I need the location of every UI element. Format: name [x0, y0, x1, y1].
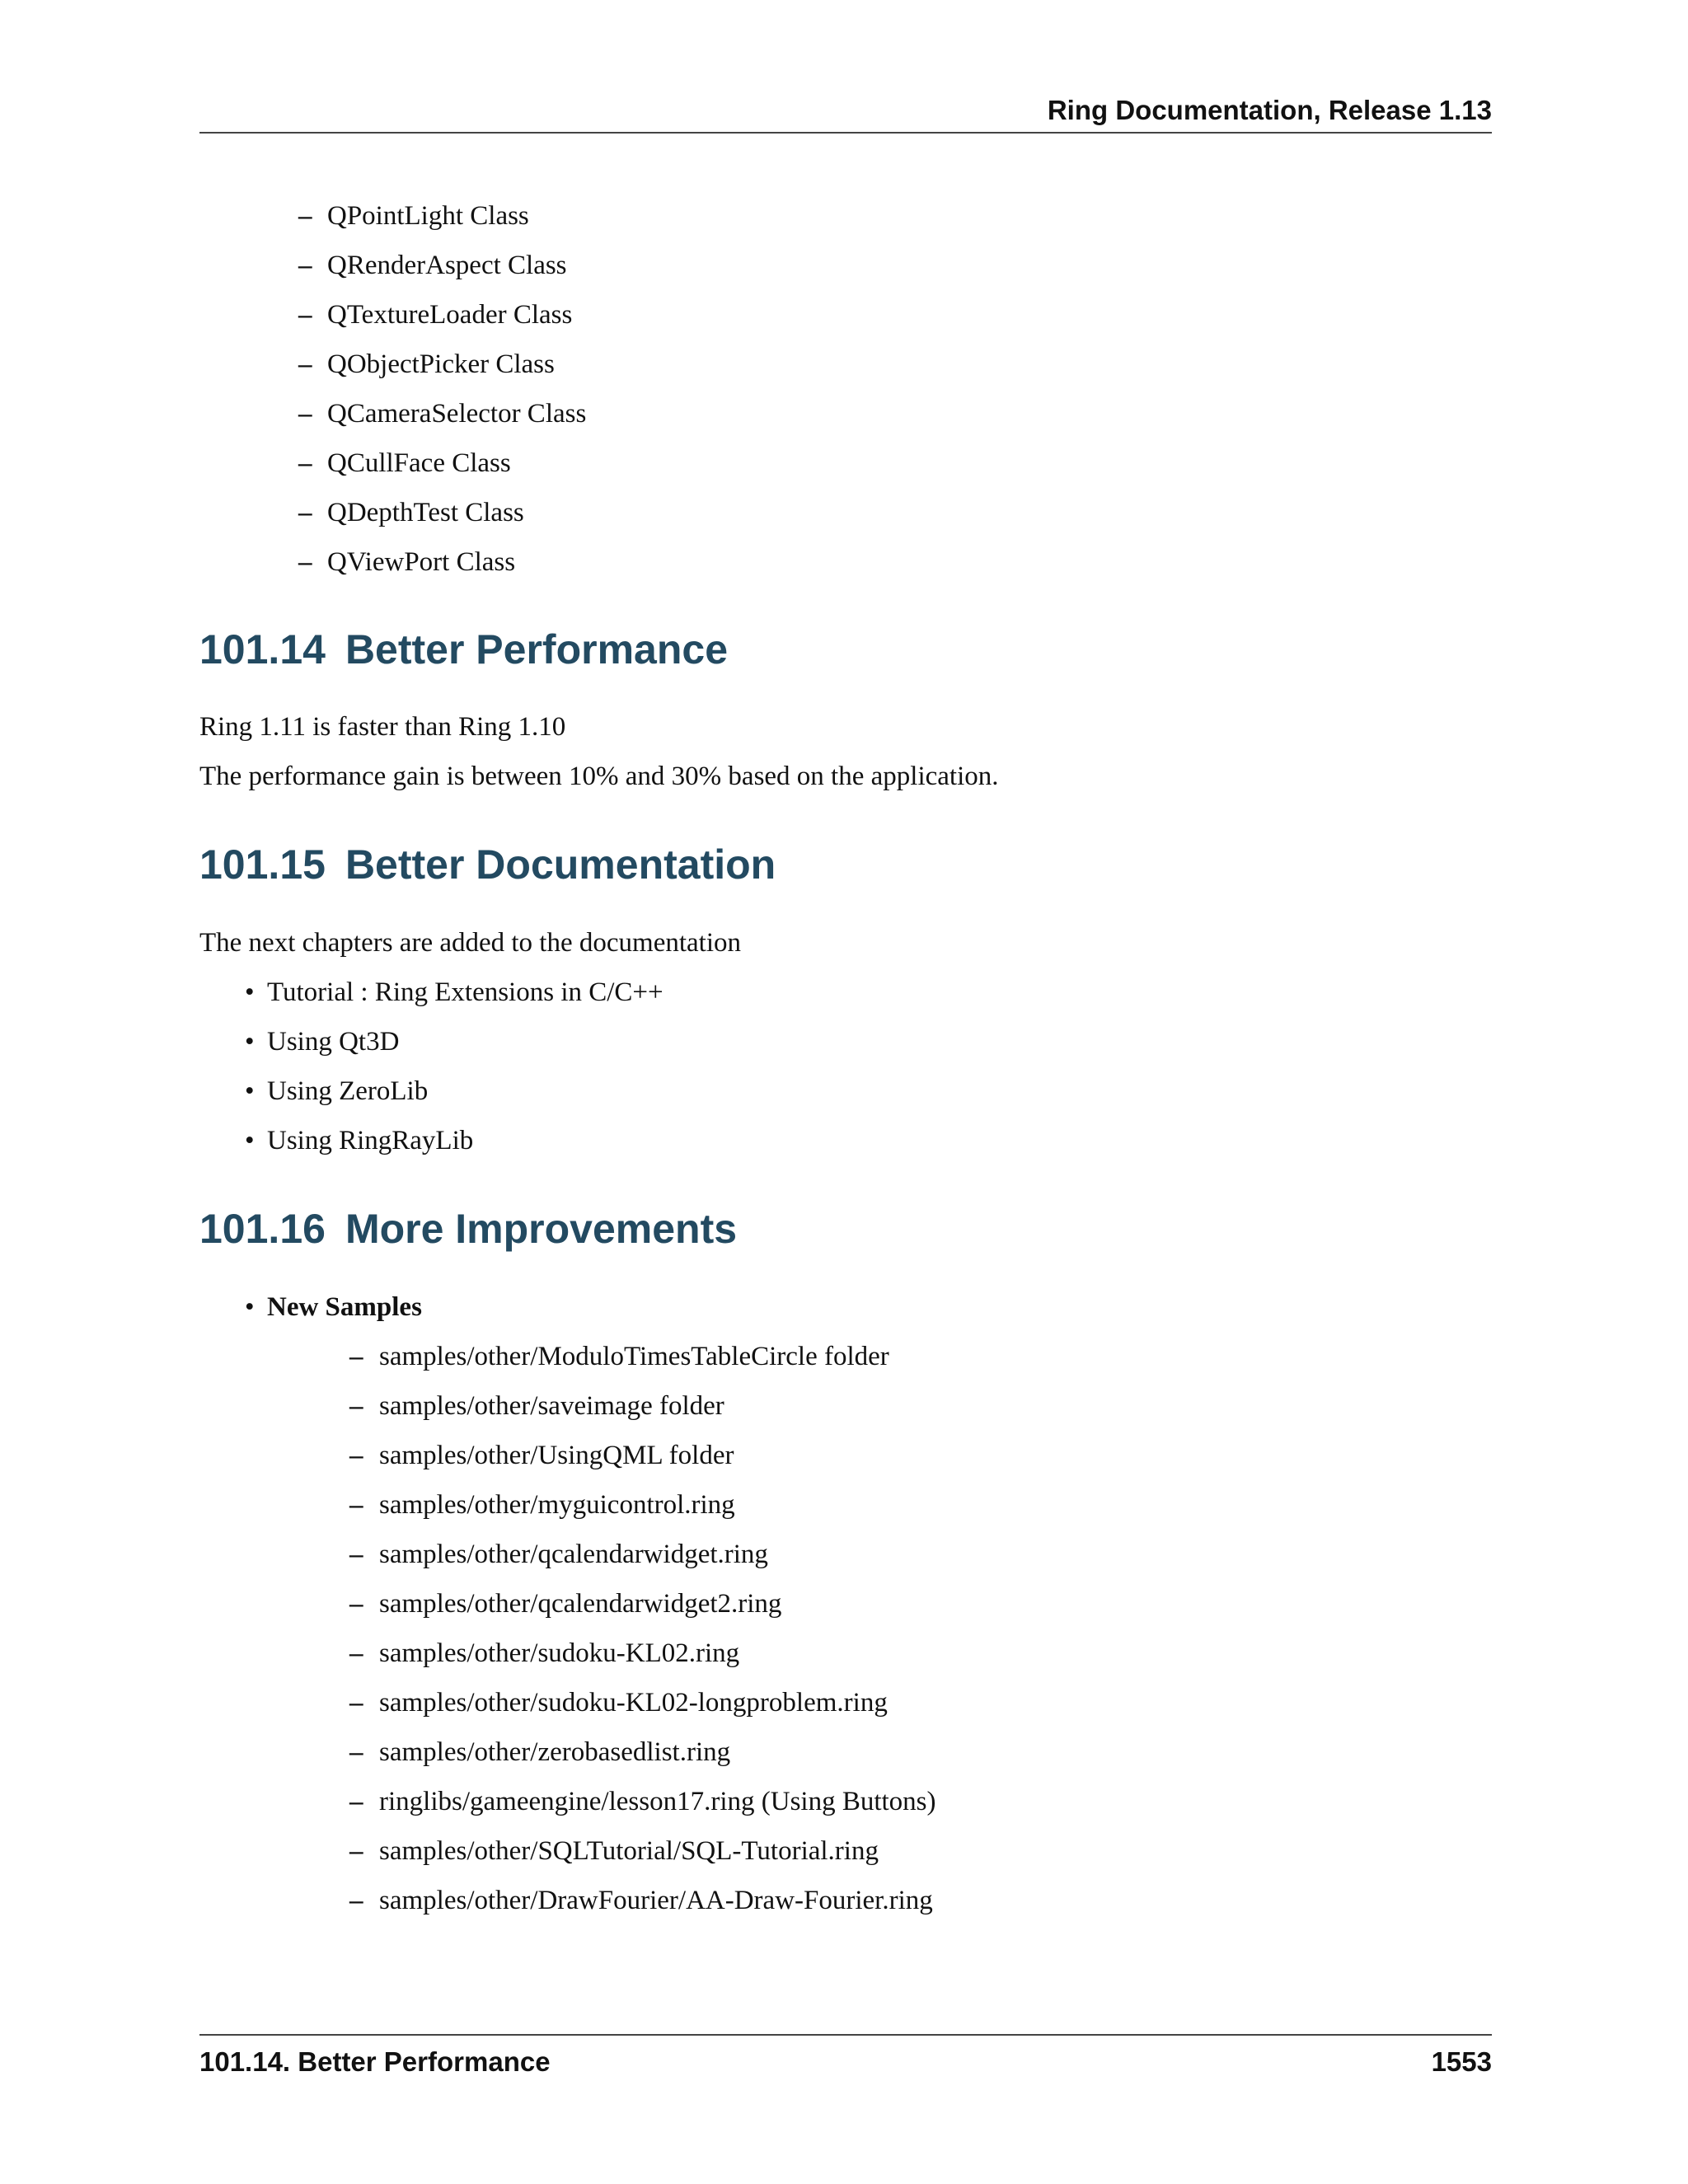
dash-marker: –	[349, 1836, 363, 1866]
list-item	[199, 1332, 1492, 1381]
dash-marker: –	[349, 1342, 363, 1371]
list-item	[199, 1579, 1492, 1629]
bullet-marker: •	[245, 1126, 255, 1155]
section-heading-more-improvements	[199, 1204, 1492, 1254]
section-title: Better Documentation	[345, 841, 776, 888]
list-item-text: samples/other/zerobasedlist.ring	[379, 1737, 731, 1767]
qt3d-class-list	[199, 191, 1492, 587]
bullet-marker: •	[245, 1292, 255, 1322]
list-item	[199, 488, 1492, 537]
list-item-text: QCullFace Class	[327, 448, 511, 478]
list-item-text: samples/other/myguicontrol.ring	[379, 1490, 735, 1520]
list-item	[199, 537, 1492, 587]
list-item-text: samples/other/sudoku-KL02.ring	[379, 1638, 740, 1668]
paragraph: The performance gain is between 10% and 30% based on the application.	[199, 762, 999, 791]
section-number: 101.14	[199, 626, 326, 673]
paragraph: The next chapters are added to the documentation	[199, 928, 741, 958]
dash-marker: –	[298, 201, 312, 231]
list-item	[199, 389, 1492, 438]
list-item	[199, 1017, 1492, 1066]
list-item	[199, 438, 1492, 488]
dash-marker: –	[349, 1638, 363, 1668]
list-item-text: Using RingRayLib	[267, 1126, 474, 1155]
running-header	[199, 92, 1492, 134]
section-heading-better-performance	[199, 625, 1492, 674]
list-item-text: samples/other/qcalendarwidget2.ring	[379, 1589, 782, 1619]
document-title: Ring Documentation, Release 1.13	[1047, 95, 1492, 125]
list-item-text: samples/other/SQLTutorial/SQL-Tutorial.ring	[379, 1836, 879, 1866]
list-item	[199, 1282, 1492, 1332]
list-item	[199, 1876, 1492, 1925]
list-item-text: QDepthTest Class	[327, 498, 524, 527]
dash-marker: –	[349, 1886, 363, 1915]
list-item	[199, 1480, 1492, 1530]
running-footer	[199, 2034, 1492, 2080]
section-number: 101.15	[199, 841, 326, 888]
dash-marker: –	[349, 1391, 363, 1421]
chapter-list	[199, 968, 1492, 1165]
list-item-text: samples/other/saveimage folder	[379, 1391, 724, 1421]
dash-marker: –	[298, 448, 312, 478]
list-item	[199, 290, 1492, 340]
list-item	[199, 1530, 1492, 1579]
section-title: More Improvements	[345, 1206, 738, 1252]
list-item	[199, 191, 1492, 241]
list-item	[199, 1629, 1492, 1678]
list-item-text: samples/other/ModuloTimesTableCircle folder	[379, 1342, 889, 1371]
section-heading-better-documentation	[199, 840, 1492, 889]
dash-marker: –	[349, 1540, 363, 1569]
list-item-text: QObjectPicker Class	[327, 349, 555, 379]
list-item	[199, 1116, 1492, 1165]
list-item-text: samples/other/DrawFourier/AA-Draw-Fourier.ring	[379, 1886, 933, 1915]
list-item	[199, 1777, 1492, 1826]
bullet-marker: •	[245, 1076, 255, 1106]
list-item-text: ringlibs/gameengine/lesson17.ring (Using Buttons)	[379, 1787, 936, 1816]
list-item	[199, 1678, 1492, 1727]
list-item-text: Using ZeroLib	[267, 1076, 429, 1106]
list-item	[199, 340, 1492, 389]
dash-marker: –	[298, 498, 312, 527]
dash-marker: –	[298, 251, 312, 280]
list-item-text: QTextureLoader Class	[327, 300, 573, 330]
list-item-text: Tutorial : Ring Extensions in C/C++	[267, 977, 663, 1007]
list-item	[199, 968, 1492, 1017]
dash-marker: –	[349, 1688, 363, 1718]
section-body-documentation	[199, 918, 1492, 1165]
list-item-text: samples/other/UsingQML folder	[379, 1441, 734, 1470]
dash-marker: –	[349, 1490, 363, 1520]
list-item	[199, 1826, 1492, 1876]
bullet-marker: •	[245, 1027, 255, 1057]
dash-marker: –	[349, 1787, 363, 1816]
list-item-text: Using Qt3D	[267, 1027, 400, 1057]
dash-marker: –	[349, 1441, 363, 1470]
improvements-list	[199, 1282, 1492, 1332]
dash-marker: –	[349, 1737, 363, 1767]
dash-marker: –	[298, 547, 312, 577]
section-title: Better Performance	[345, 626, 728, 673]
page-number: 1553	[1431, 2046, 1492, 2077]
section-number: 101.16	[199, 1206, 326, 1252]
dash-marker: –	[298, 349, 312, 379]
list-item	[199, 1727, 1492, 1777]
list-item	[199, 1431, 1492, 1480]
list-item-text: QViewPort Class	[327, 547, 516, 577]
list-item-text: samples/other/sudoku-KL02-longproblem.ring	[379, 1688, 888, 1718]
group-label: New Samples	[267, 1292, 422, 1322]
paragraph: Ring 1.11 is faster than Ring 1.10	[199, 712, 566, 742]
dash-marker: –	[349, 1589, 363, 1619]
list-item-text: QRenderAspect Class	[327, 251, 567, 280]
list-item	[199, 241, 1492, 290]
footer-section-title: 101.14. Better Performance	[199, 2046, 551, 2077]
bullet-marker: •	[245, 977, 255, 1007]
dash-marker: –	[298, 399, 312, 429]
dash-marker: –	[298, 300, 312, 330]
list-item	[199, 1066, 1492, 1116]
list-item	[199, 1381, 1492, 1431]
list-item-text: QPointLight Class	[327, 201, 529, 231]
page-content	[199, 191, 1492, 1925]
new-samples-list	[199, 1332, 1492, 1925]
section-body-improvements	[199, 1282, 1492, 1925]
list-item-text: QCameraSelector Class	[327, 399, 587, 429]
list-item-text: samples/other/qcalendarwidget.ring	[379, 1540, 768, 1569]
section-body-performance	[199, 702, 1492, 801]
